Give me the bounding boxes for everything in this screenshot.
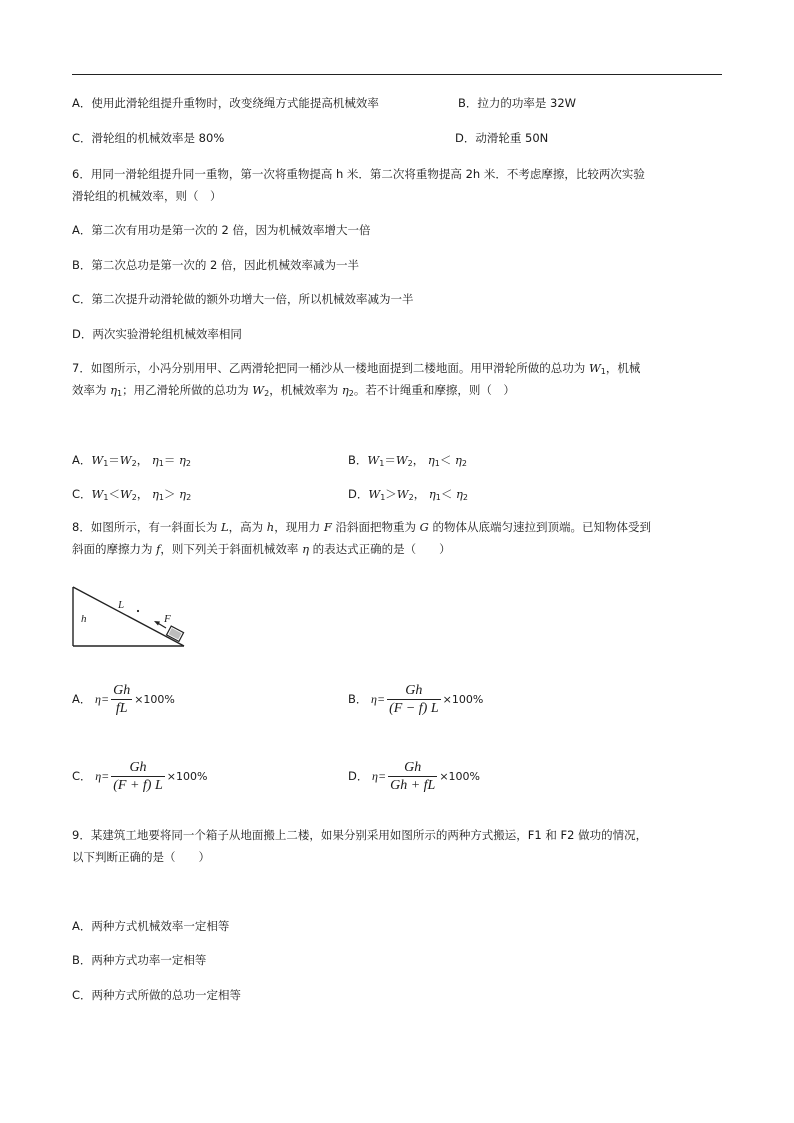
q6-option-d: D．两次实验滑轮组机械效率相同 [72, 327, 242, 341]
q6-option-b: B．第二次总功是第一次的 2 倍，因此机械效率减为一半 [72, 258, 360, 272]
slope-midpoint-dot [137, 610, 139, 612]
q8-option-a: A． η= $\frac{Gh}{fL}$ ×100% [72, 683, 175, 716]
q6-stem-line1: 6．用同一滑轮组提升同一重物，第一次将重物提高 h 米．第二次将重物提高 2h 米．不考虑摩擦，比较两次实验 [72, 167, 645, 181]
q8-d-fraction: $\frac{Gh}{Gh + fL}$ [390, 760, 436, 793]
q8-stem-line2: 斜面的摩擦力为 f，则下列关于斜面机械效率 η 的表达式正确的是（ ） [72, 542, 451, 556]
q6-option-a: A．第二次有用功是第一次的 2 倍，因为机械效率增大一倍 [72, 223, 371, 237]
q7-option-a: A．$W_1=W_2$， $\eta_1= \eta_2$ [72, 453, 191, 468]
q8-b-fraction: $\frac{Gh}{(F - f) L}$ [389, 683, 439, 716]
q6-stem-line2: 滑轮组的机械效率，则（ ） [72, 189, 222, 203]
incline-figure [70, 584, 194, 650]
q5-option-d: D．动滑轮重 50N [455, 131, 549, 145]
q9-stem-line1: 9．某建筑工地要将同一个箱子从地面搬上二楼，如果分别采用如图所示的两种方式搬运，F1 和 F2 做功的情况， [72, 828, 648, 842]
q6-option-c: C．第二次提升动滑轮做的额外功增大一倍，所以机械效率减为一半 [72, 292, 414, 306]
q7-option-d: D．$W_1>W_2$， $\eta_1< \eta_2$ [348, 487, 468, 502]
figure-label-f: F [164, 613, 171, 625]
q7-option-c: C．$W_1<W_2$， $\eta_1> \eta_2$ [72, 487, 192, 502]
q9-stem-line2: 以下判断正确的是（ ） [72, 850, 210, 864]
q8-option-d: D． η= $\frac{Gh}{Gh + fL}$ ×100% [348, 760, 480, 793]
q5-option-a: A．使用此滑轮组提升重物时，改变绕绳方式能提高机械效率 [72, 96, 379, 110]
force-arrow-head [154, 621, 160, 626]
q9-option-c: C．两种方式所做的总功一定相等 [72, 988, 242, 1002]
q5-option-c: C．滑轮组的机械效率是 80% [72, 131, 225, 145]
q7-stem-line2: 效率为 $\eta_1$；用乙滑轮所做的总功为 $W_2$，机械效率为 $\eta_2$。若不计绳重和摩擦，则（ ） [72, 383, 515, 398]
q9-option-a: A．两种方式机械效率一定相等 [72, 919, 230, 933]
q5-option-b: B．拉力的功率是 32W [458, 96, 577, 110]
q7-stem-line1: 7．如图所示，小冯分别用甲、乙两滑轮把同一桶沙从一楼地面提到二楼地面。用甲滑轮所做的总功为 $W_1$，机械 [72, 361, 641, 376]
q8-a-fraction: $\frac{Gh}{fL}$ [113, 683, 131, 716]
q8-option-c: C． η= $\frac{Gh}{(F + f) L}$ ×100% [72, 760, 208, 793]
header-rule [72, 74, 722, 75]
figure-label-h: h [81, 613, 87, 625]
incline-block [167, 626, 184, 641]
q8-c-fraction: $\frac{Gh}{(F + f) L}$ [113, 760, 163, 793]
q9-option-b: B．两种方式功率一定相等 [72, 953, 207, 967]
figure-label-l: L [118, 599, 125, 611]
q8-stem-line1: 8．如图所示，有一斜面长为 L，高为 h，现用力 F 沿斜面把物重为 G 的物体从底端匀速拉到顶端。已知物体受到 [72, 520, 651, 534]
q8-option-b: B． η= $\frac{Gh}{(F - f) L}$ ×100% [348, 683, 484, 716]
q7-option-b: B．$W_1=W_2$， $\eta_1< \eta_2$ [348, 453, 468, 468]
